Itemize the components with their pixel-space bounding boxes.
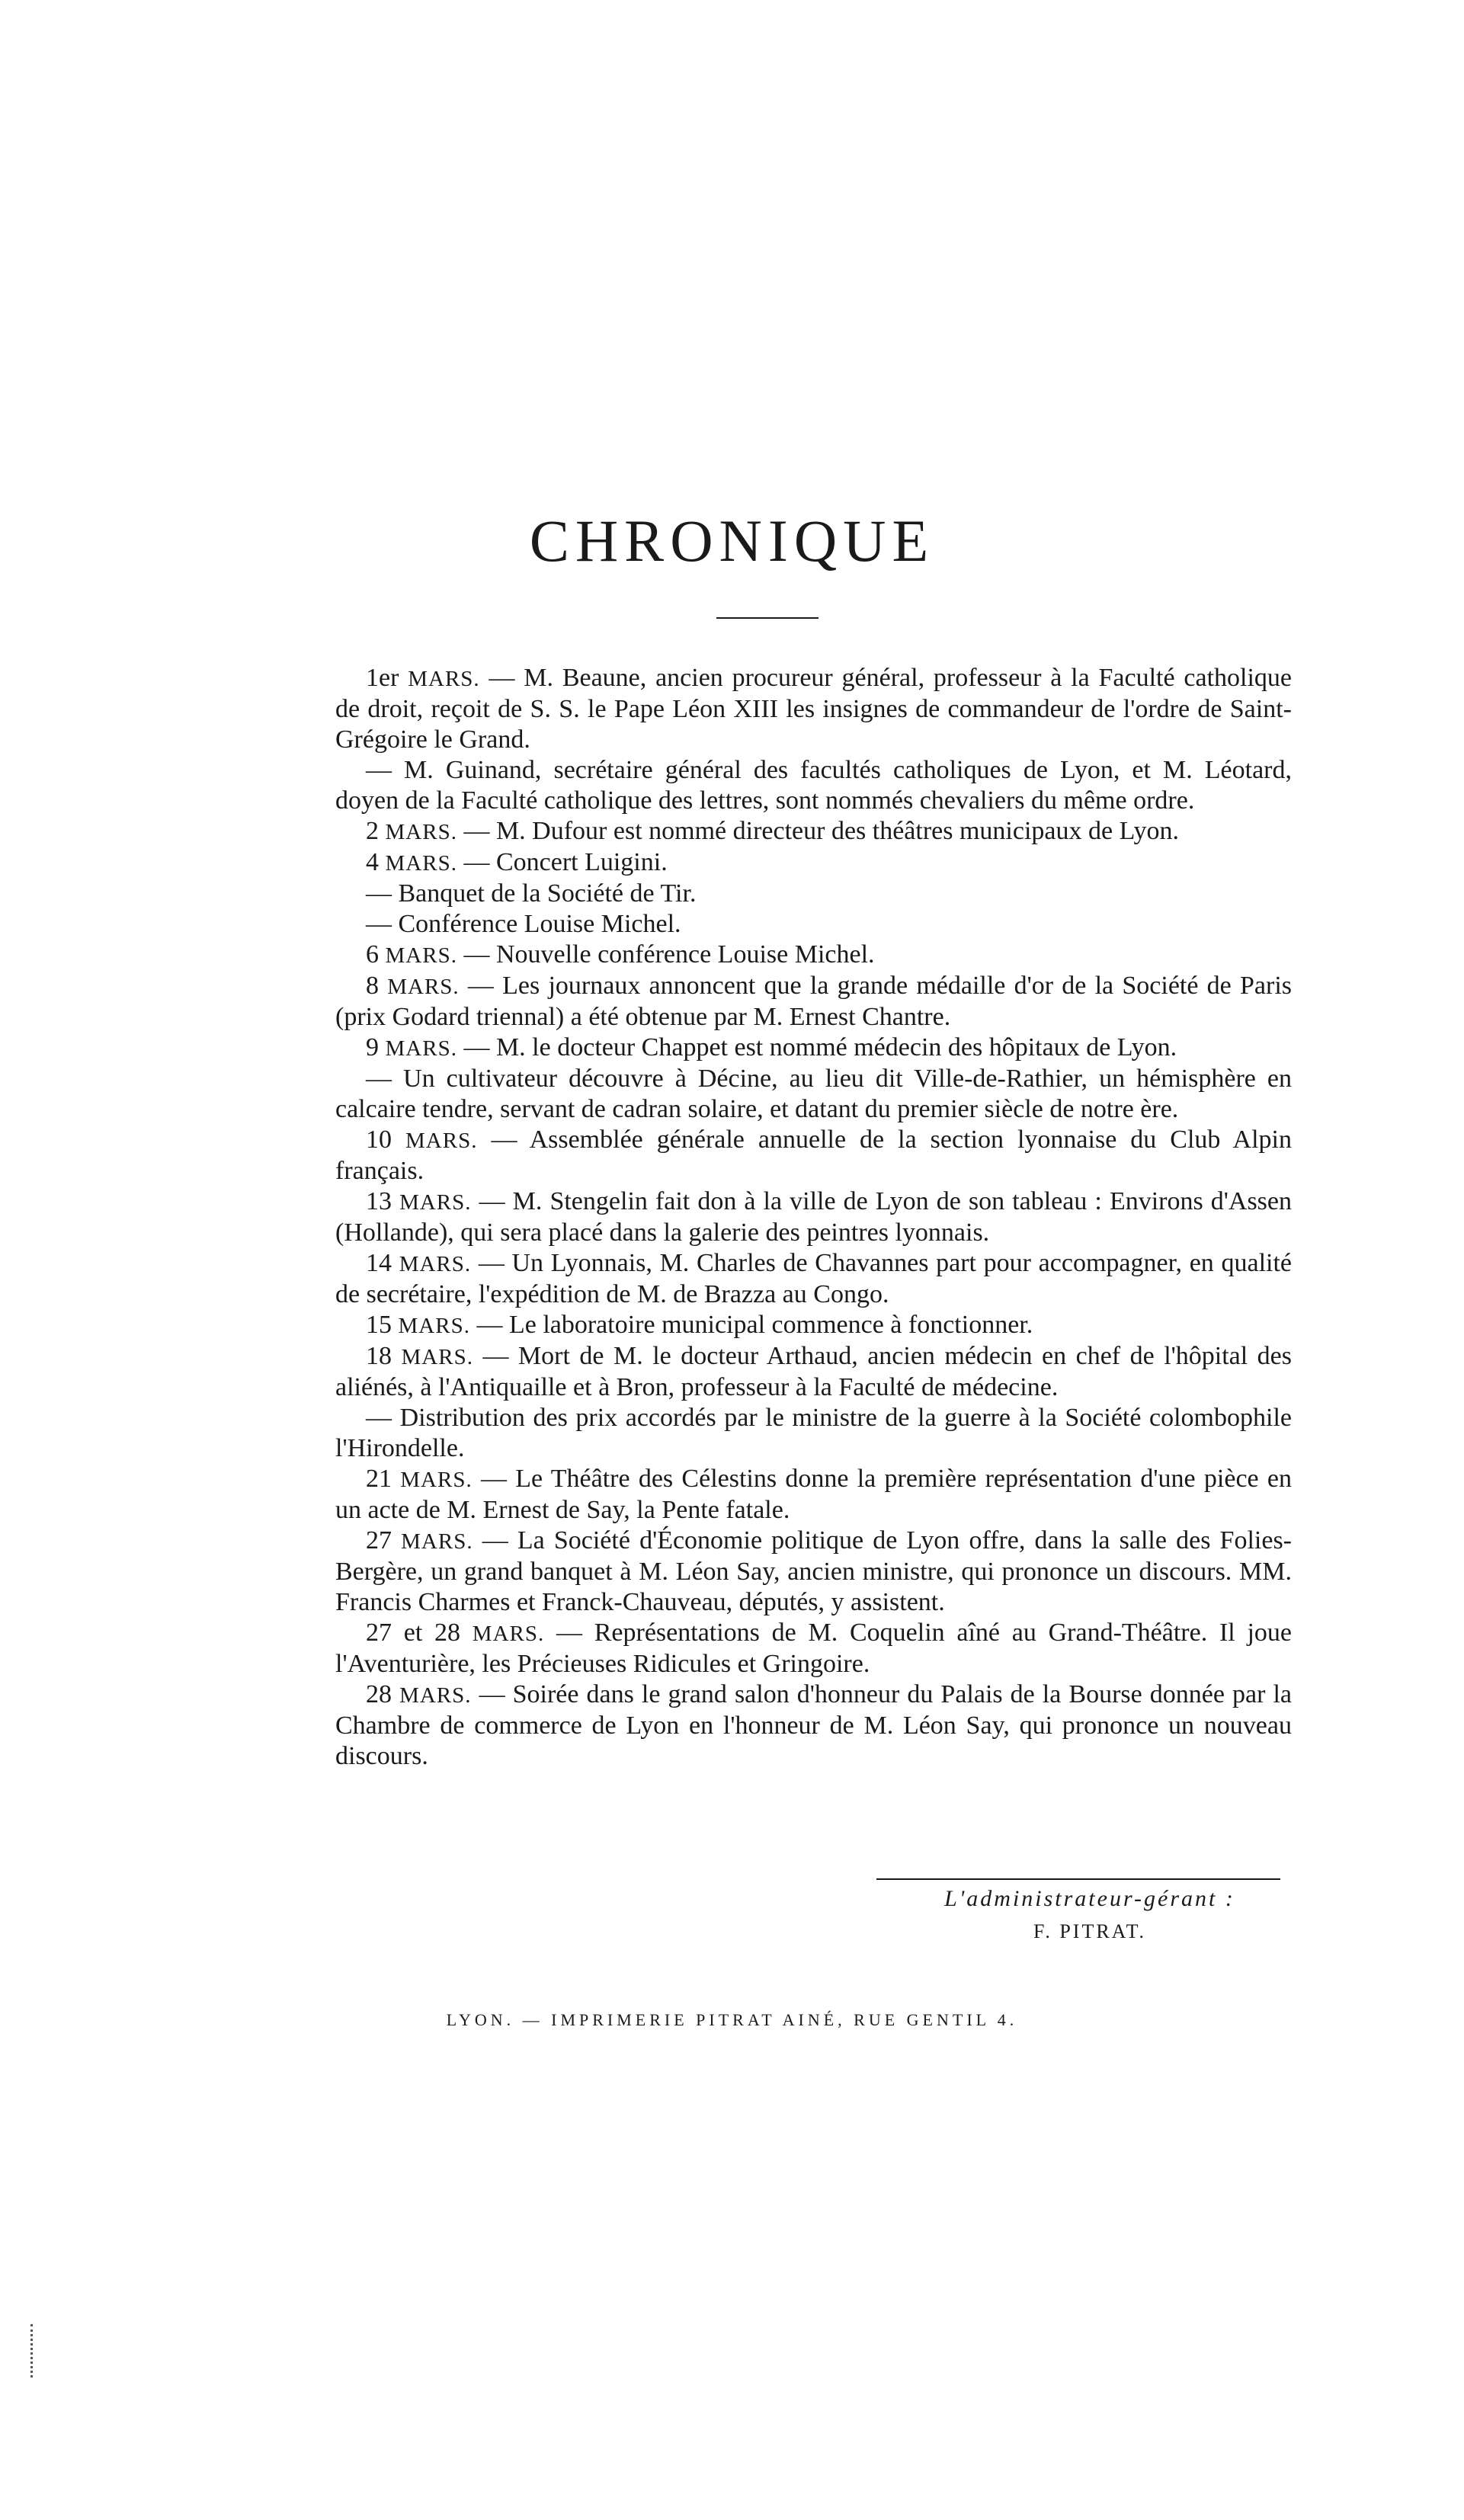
margin-mark xyxy=(30,2324,53,2378)
entry-month: MARS. xyxy=(398,1314,470,1338)
entry-text: — Distribution des prix accordés par le ministre de la guerre à la Société colombophile l'Hirondelle. xyxy=(335,1404,1292,1462)
chronicle-body xyxy=(335,663,1292,1772)
chronicle-entry xyxy=(335,1679,1292,1772)
entry-month: MARS. xyxy=(401,1529,473,1554)
chronicle-entry xyxy=(335,1403,1292,1464)
entry-date: 1er xyxy=(366,664,399,692)
entry-text: — Conférence Louise Michel. xyxy=(366,910,681,938)
entry-text: — Banquet de la Société de Tir. xyxy=(366,879,697,908)
chronicle-entry xyxy=(335,663,1292,755)
entry-date: 21 xyxy=(366,1465,392,1493)
entry-month: MARS. xyxy=(385,1036,457,1061)
chronicle-entry xyxy=(335,1248,1292,1310)
chronicle-entry xyxy=(335,1618,1292,1679)
chronicle-entry xyxy=(335,816,1292,847)
chronicle-entry xyxy=(335,1526,1292,1618)
entry-text: — Assemblée générale annuelle de la section lyonnaise du Club Alpin français. xyxy=(335,1126,1292,1185)
signature-role: L'administrateur-gérant : xyxy=(944,1886,1235,1911)
entry-text: — M. Dufour est nommé directeur des théâtres municipaux de Lyon. xyxy=(456,817,1179,845)
chronicle-entry xyxy=(335,1033,1292,1064)
entry-text: — Le laboratoire municipal commence à fonctionner. xyxy=(469,1311,1033,1339)
entry-text: — Un cultivateur découvre à Décine, au lieu dit Ville-de-Rathier, un hémisphère en calcaire tendre, servant de cadran solaire, et datant du premier siècle de notre ère. xyxy=(335,1065,1292,1123)
entry-text: — Concert Luigini. xyxy=(456,848,668,876)
chronicle-entry xyxy=(335,940,1292,971)
entry-date: 18 xyxy=(366,1342,392,1370)
entry-text: — Mort de M. le docteur Arthaud, ancien médecin en chef de l'hôpital des aliénés, à l'Antiquaille et à Bron, professeur à la Faculté de médecine. xyxy=(335,1342,1293,1401)
entry-date: 9 xyxy=(366,1033,379,1061)
chronicle-entry xyxy=(335,879,1292,909)
entry-month: MARS. xyxy=(399,1252,472,1276)
entry-month: MARS. xyxy=(387,975,460,999)
entry-month: MARS. xyxy=(385,851,457,876)
entry-month: MARS. xyxy=(399,1190,472,1215)
chronicle-entry xyxy=(335,1310,1292,1341)
page-title: CHRONIQUE xyxy=(529,508,935,574)
entry-month: MARS. xyxy=(399,1683,472,1708)
chronicle-entry xyxy=(335,1064,1292,1125)
entry-text: — Les journaux annoncent que la grande médaille d'or de la Société de Paris (prix Godard triennal) a été obtenue par M. Ernest Chantre. xyxy=(335,972,1292,1031)
entry-date: 27 xyxy=(366,1526,392,1555)
chronicle-entry xyxy=(335,1125,1292,1186)
entry-text: — M. le docteur Chappet est nommé médecin des hôpitaux de Lyon. xyxy=(456,1033,1177,1061)
chronicle-entry xyxy=(335,1464,1292,1526)
entry-month: MARS. xyxy=(408,667,480,691)
entry-month: MARS. xyxy=(385,820,457,844)
chronicle-entry xyxy=(335,909,1292,940)
entry-date: 14 xyxy=(366,1249,392,1277)
entry-month: MARS. xyxy=(400,1468,473,1492)
entry-date: 8 xyxy=(366,972,379,1000)
entry-text: — La Société d'Économie politique de Lyon offre, dans la salle des Folies-Bergère, un grand banquet à M. Léon Say, ancien ministre, qui prononce un discours. MM. Francis Charmes et Franck-Chauveau, députés, y assistent. xyxy=(335,1526,1293,1616)
signature-name: F. PITRAT. xyxy=(1033,1920,1147,1942)
entry-date: 27 et 28 xyxy=(366,1619,461,1647)
chronicle-entry xyxy=(335,755,1292,816)
entry-date: 15 xyxy=(366,1311,392,1339)
chronicle-entry xyxy=(335,1186,1292,1248)
entry-text: — Soirée dans le grand salon d'honneur du Palais de la Bourse donnée par la Chambre de commerce de Lyon en l'honneur de M. Léon Say, qui prononce un nouveau discours. xyxy=(335,1680,1292,1770)
entry-text: — M. Beaune, ancien procureur général, professeur à la Faculté catholique de droit, reçoit de S. S. le Pape Léon XIII les insignes de commandeur de l'ordre de Saint-Grégoire le Grand. xyxy=(335,664,1293,754)
entry-text: — Un Lyonnais, M. Charles de Chavannes part pour accompagner, en qualité de secrétaire, l'expédition de M. de Brazza au Congo. xyxy=(335,1249,1293,1308)
entry-date: 28 xyxy=(366,1680,392,1708)
entry-text: — Représentations de M. Coquelin aîné au Grand-Théâtre. Il joue l'Aventurière, les Précieuses Ridicules et Gringoire. xyxy=(335,1619,1292,1678)
chronicle-entry xyxy=(335,847,1292,879)
chronicle-entry xyxy=(335,1341,1292,1403)
entry-text: — Le Théâtre des Célestins donne la première représentation d'une pièce en un acte de M. Ernest de Say, la Pente fatale. xyxy=(335,1465,1292,1524)
signature-rule xyxy=(876,1878,1280,1880)
printer-imprint: LYON. — IMPRIMERIE PITRAT AINÉ, RUE GENTIL 4. xyxy=(446,2010,1018,2029)
chronicle-entry xyxy=(335,971,1292,1033)
entry-date: 10 xyxy=(366,1126,392,1154)
title-rule xyxy=(716,617,818,619)
entry-date: 4 xyxy=(366,848,379,876)
entry-date: 6 xyxy=(366,940,379,969)
entry-text: — M. Guinand, secrétaire général des facultés catholiques de Lyon, et M. Léotard, doyen de la Faculté catholique des lettres, sont nommés chevaliers du même ordre. xyxy=(335,756,1292,815)
entry-month: MARS. xyxy=(385,943,457,968)
entry-date: 2 xyxy=(366,817,379,845)
entry-month: MARS. xyxy=(472,1622,545,1646)
entry-date: 13 xyxy=(366,1187,392,1215)
entry-month: MARS. xyxy=(405,1129,478,1153)
entry-month: MARS. xyxy=(401,1345,473,1369)
entry-text: — M. Stengelin fait don à la ville de Lyon de son tableau : Environs d'Assen (Hollande), qui sera placé dans la galerie des peintres lyonnais. xyxy=(335,1187,1293,1247)
entry-text: — Nouvelle conférence Louise Michel. xyxy=(456,940,875,969)
